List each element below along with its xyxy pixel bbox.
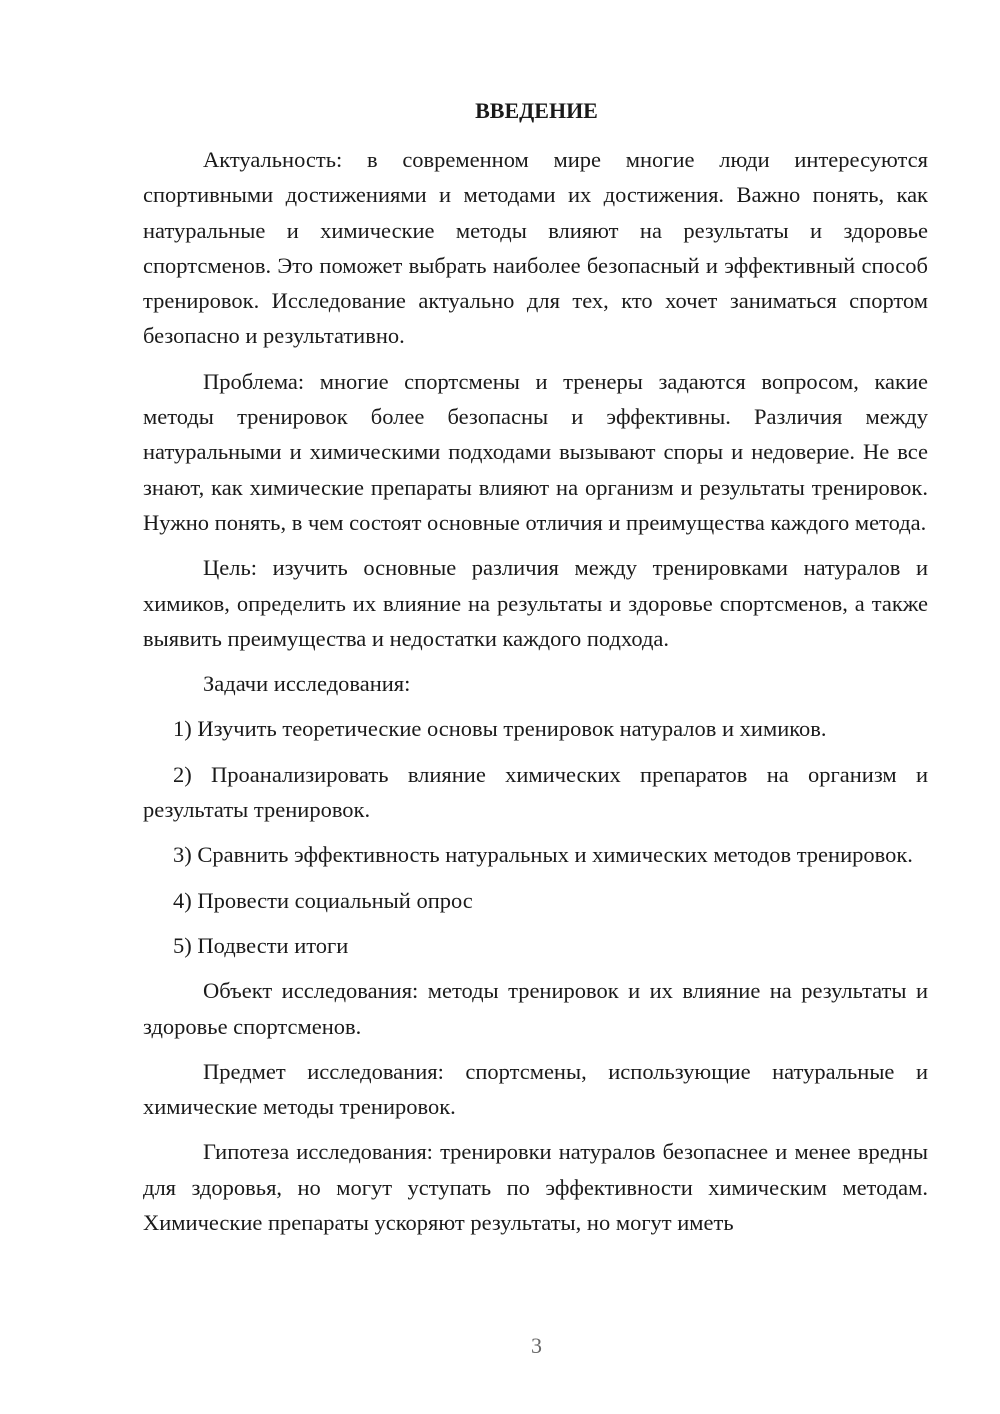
page-heading: ВВЕДЕНИЕ bbox=[475, 98, 598, 123]
task-item: 3) Сравнить эффективность натуральных и химических методов тренировок. bbox=[173, 842, 913, 868]
task-item: 4) Провести социальный опрос bbox=[173, 887, 473, 913]
object-paragraph: Объект исследования: методы тренировок и их влияние на результаты и здоровье спортсменов. bbox=[143, 978, 928, 1039]
tasks-title: Задачи исследования: bbox=[203, 671, 411, 697]
page-number: 3 bbox=[531, 1333, 542, 1358]
task-item: 1) Изучить теоретические основы тренировок натуралов и химиков. bbox=[173, 716, 827, 742]
body-text bbox=[143, 142, 928, 1250]
subject-paragraph: Предмет исследования: спортсмены, использующие натуральные и химические методы тренировок. bbox=[143, 1058, 928, 1120]
hypothesis-paragraph: Гипотеза исследования: тренировки натуралов безопаснее и менее вредны для здоровья, но могут уступать по эффективности химическим методам. Химические препараты ускоряют результаты, но могут иметь bbox=[143, 1139, 928, 1236]
relevance-paragraph: Актуальность: в современном мире многие люди интересуются спортивными достижениями и методами их достижения. Важно понять, как натуральные и химические методы влияют на результаты и здоровье спортсменов. Это поможет выбрать наиболее безопасный и эффективный способ тренировок. Исследование актуально для тех, кто хочет заниматься спортом безопасно и результативно. bbox=[143, 147, 928, 349]
task-item: 2) Проанализировать влияние химических препаратов на организм и результаты тренировок. bbox=[143, 761, 928, 823]
problem-paragraph: Проблема: многие спортсмены и тренеры задаются вопросом, какие методы тренировок более безопасны и эффективны. Различия между натуральными и химическими подходами вызывают споры и недоверие. Не все знают, как химические препараты влияют на организм и результаты тренировок. Нужно понять, в чем состоят основные отличия и преимущества каждого метода. bbox=[143, 368, 928, 535]
task-item: 5) Подвести итоги bbox=[173, 932, 349, 958]
goal-paragraph: Цель: изучить основные различия между тренировками натуралов и химиков, определить их влияние на результаты и здоровье спортсменов, а также выявить преимущества и недостатки каждого подхода. bbox=[143, 555, 928, 651]
